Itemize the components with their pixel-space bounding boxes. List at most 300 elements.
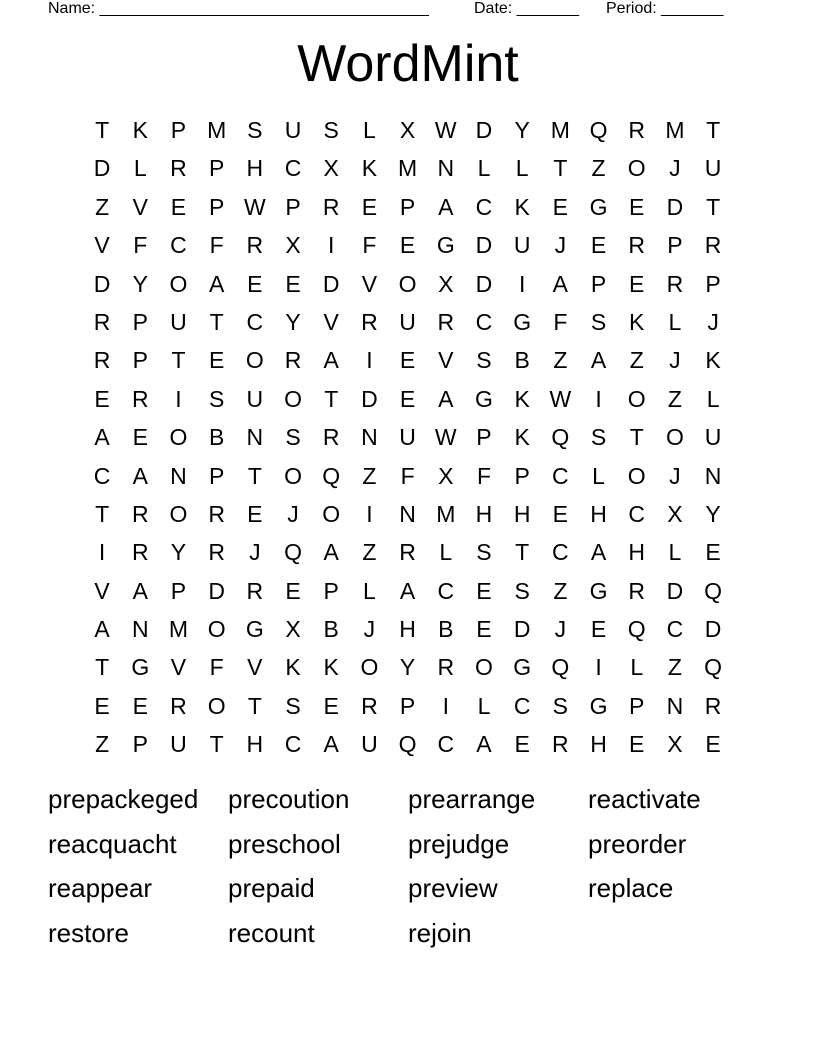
grid-cell: U (399, 424, 416, 451)
grid-cell: A (438, 193, 454, 220)
grid-cell: O (360, 654, 379, 681)
grid-cell: S (476, 539, 492, 566)
grid-cell: F (476, 462, 491, 489)
grid-cell: O (245, 347, 264, 374)
grid-cell: X (438, 462, 454, 489)
grid-cell: A (476, 731, 492, 758)
grid-cell: M (436, 500, 456, 527)
grid-cell: A (323, 731, 339, 758)
grid-cell: N (666, 692, 684, 719)
grid-cell: A (399, 577, 416, 604)
grid-cell: Z (629, 347, 644, 374)
grid-cell: E (552, 193, 569, 220)
grid-cell: X (323, 155, 339, 182)
grid-cell: H (475, 500, 493, 527)
grid-cell: E (705, 539, 721, 566)
grid-cell: U (704, 424, 722, 451)
grid-cell: L (363, 117, 376, 143)
grid-cell: G (475, 385, 493, 412)
grid-cell: K (705, 347, 721, 374)
grid-cell: D (475, 270, 493, 297)
grid-cell: F (400, 462, 415, 489)
word-item: reactivate (588, 784, 701, 814)
grid-cell: I (595, 654, 602, 681)
grid-cell: H (590, 500, 607, 527)
grid-cell: I (175, 385, 182, 412)
word-item: preview (408, 873, 498, 903)
grid-cell: T (247, 462, 262, 489)
grid-cell: I (366, 347, 373, 374)
grid-cell: E (399, 347, 416, 374)
grid-cell: G (589, 193, 608, 220)
grid-cell: R (361, 308, 378, 335)
page-title: WordMint (297, 35, 519, 93)
grid-cell: U (170, 308, 187, 335)
grid-cell: C (666, 616, 684, 643)
grid-cell: H (399, 616, 416, 643)
grid-cell: E (590, 232, 607, 259)
grid-cell: W (434, 117, 457, 143)
word-item: preschool (228, 828, 341, 859)
grid-cell: E (361, 193, 378, 220)
grid-cell: R (93, 347, 111, 374)
grid-cell: O (169, 500, 188, 527)
grid-cell: H (513, 500, 531, 527)
grid-cell: K (514, 424, 530, 451)
grid-cell: O (665, 424, 684, 451)
grid-cell: Y (170, 539, 187, 566)
grid-cell: F (553, 308, 568, 335)
grid-cell: P (132, 731, 148, 758)
grid-cell: L (515, 155, 529, 182)
grid-cell: V (361, 270, 378, 297)
grid-cell: T (247, 692, 262, 719)
grid-cell: G (589, 577, 608, 604)
grid-cell: D (93, 270, 111, 297)
grid-cell: T (553, 155, 568, 182)
grid-cell: A (323, 347, 339, 374)
grid-cell: Y (285, 308, 301, 335)
grid-cell: C (170, 232, 187, 259)
grid-cell: Z (95, 193, 110, 220)
grid-cell: E (629, 731, 645, 758)
grid-cell: Z (553, 347, 568, 374)
grid-cell: C (284, 155, 302, 182)
grid-row (83, 380, 732, 418)
grid-cell: C (475, 193, 493, 220)
grid-row (83, 457, 732, 495)
grid-cell: X (399, 117, 416, 143)
grid-cell: A (590, 347, 607, 374)
grid-cell: E (285, 577, 301, 604)
grid-cell: U (361, 731, 378, 758)
grid-row (83, 341, 732, 379)
grid-cell: G (131, 654, 150, 681)
grid-cell: Q (284, 539, 302, 566)
word-item: prearrange (408, 784, 536, 814)
grid-cell: S (323, 117, 339, 143)
grid-cell: G (513, 654, 532, 681)
grid-cell: D (322, 270, 340, 297)
word-item: prejudge (408, 828, 510, 859)
grid-row (83, 226, 732, 264)
grid-cell: A (552, 270, 569, 297)
grid-cell: V (323, 308, 339, 335)
grid-cell: A (94, 616, 110, 643)
grid-cell: C (246, 308, 264, 335)
grid-cell: R (208, 500, 225, 527)
grid-cell: K (514, 385, 530, 412)
grid-cell: R (170, 692, 187, 719)
grid-row (83, 188, 732, 226)
grid-cell: J (363, 616, 376, 643)
grid-cell: R (552, 731, 569, 758)
grid-cell: V (438, 347, 454, 374)
grid-cell: A (132, 462, 148, 489)
grid-cell: P (514, 462, 530, 489)
grid-cell: S (590, 424, 607, 451)
grid-cell: E (132, 424, 148, 451)
grid-cell: E (399, 232, 416, 259)
grid-cell: L (363, 577, 376, 604)
word-item: rejoin (408, 917, 472, 948)
grid-cell: L (477, 692, 491, 719)
grid-cell: M (168, 616, 189, 643)
grid-cell: E (132, 692, 148, 719)
grid-cell: R (628, 577, 646, 604)
grid-cell: D (93, 155, 111, 182)
grid-cell: L (133, 155, 147, 182)
grid-cell: A (132, 577, 148, 604)
grid-cell: C (552, 539, 569, 566)
grid-cell: N (246, 424, 264, 451)
word-item: reappear (48, 873, 153, 903)
grid-cell: T (324, 385, 339, 412)
grid-cell: Z (362, 462, 377, 489)
grid-cell: C (513, 692, 531, 719)
grid-cell: S (247, 117, 263, 143)
grid-cell: P (132, 347, 148, 374)
grid-cell: G (513, 308, 532, 335)
grid-cell: S (285, 424, 301, 451)
grid-cell: P (629, 692, 645, 719)
grid-cell: Y (514, 117, 530, 143)
grid-cell: O (207, 616, 226, 643)
grid-cell: F (209, 232, 224, 259)
grid-cell: A (94, 424, 110, 451)
grid-cell: O (398, 270, 417, 297)
grid-cell: P (285, 193, 301, 220)
grid-cell: E (629, 193, 645, 220)
grid-cell: F (133, 232, 148, 259)
grid-cell: B (514, 347, 530, 374)
grid-cell: D (666, 577, 684, 604)
grid-cell: C (437, 731, 455, 758)
grid-cell: P (208, 462, 225, 489)
grid-cell: R (361, 692, 378, 719)
grid-cell: R (284, 347, 302, 374)
word-item: prepaid (228, 873, 315, 903)
grid-cell: G (589, 692, 608, 719)
grid-cell: G (436, 232, 455, 259)
word-row (48, 915, 768, 960)
grid-row (83, 149, 732, 187)
grid-cell: D (208, 577, 225, 604)
grid-row (83, 533, 732, 571)
grid-cell: N (131, 616, 149, 643)
grid-cell: T (515, 539, 530, 566)
grid-cell: Q (589, 117, 608, 143)
grid-cell: L (668, 308, 682, 335)
grid-cell: U (399, 308, 416, 335)
grid-cell: R (666, 270, 684, 297)
grid-cell: K (132, 117, 148, 143)
grid-cell: O (627, 155, 646, 182)
grid-cell: A (208, 270, 225, 297)
grid-cell: K (514, 193, 530, 220)
grid-cell: M (207, 117, 227, 143)
grid-cell: I (328, 232, 335, 259)
grid-cell: L (477, 155, 491, 182)
grid-cell: M (550, 117, 570, 143)
word-list (48, 781, 768, 959)
grid-cell: R (704, 232, 722, 259)
grid-cell: Q (627, 616, 646, 643)
grid-cell: F (209, 654, 224, 681)
word-row (48, 870, 768, 915)
grid-cell: R (246, 577, 264, 604)
grid-cell: H (246, 731, 264, 758)
grid-cell: R (93, 308, 111, 335)
grid-cell: U (284, 117, 302, 143)
grid-cell: R (628, 232, 646, 259)
grid-cell: Z (667, 385, 682, 412)
grid-cell: Y (705, 500, 721, 527)
grid-cell: I (442, 692, 449, 719)
grid-cell: D (475, 117, 493, 143)
grid-cell: Z (553, 577, 568, 604)
grid-cell: X (285, 232, 301, 259)
grid-cell: X (667, 500, 683, 527)
word-item: reacquacht (48, 828, 177, 859)
grid-cell: O (322, 500, 341, 527)
grid-row (83, 111, 732, 149)
grid-cell: K (323, 654, 339, 681)
grid-cell: O (284, 462, 302, 489)
grid-cell: P (132, 308, 148, 335)
word-item: replace (588, 873, 674, 903)
grid-cell: S (476, 347, 492, 374)
grid-cell: L (439, 539, 453, 566)
grid-cell: Q (551, 654, 570, 681)
name-field: Name: _____________________________________ (48, 0, 429, 17)
grid-cell: O (627, 385, 646, 412)
grid-cell: J (249, 539, 261, 566)
grid-cell: I (518, 270, 526, 297)
grid-cell: T (706, 193, 721, 220)
grid-cell: E (705, 731, 721, 758)
grid-cell: P (705, 270, 721, 297)
grid-cell: O (627, 462, 646, 489)
grid-cell: V (94, 577, 110, 604)
grid-cell: C (437, 577, 455, 604)
grid-cell: G (245, 616, 264, 643)
grid-cell: S (285, 692, 301, 719)
grid-cell: N (399, 500, 416, 527)
grid-cell: D (361, 385, 378, 412)
grid-cell: R (437, 654, 455, 681)
word-item: restore (48, 917, 129, 948)
grid-cell: U (513, 232, 531, 259)
grid-cell: E (323, 692, 339, 719)
grid-cell: A (438, 385, 454, 412)
word-item: prepackeged (48, 784, 199, 814)
grid-cell: K (285, 654, 301, 681)
grid-cell: X (285, 616, 301, 643)
grid-cell: K (629, 308, 645, 335)
grid-cell: D (513, 616, 531, 643)
grid-row (83, 725, 732, 763)
grid-row (83, 572, 732, 610)
grid-cell: U (246, 385, 264, 412)
grid-cell: C (284, 731, 302, 758)
grid-cell: P (399, 193, 416, 220)
grid-cell: R (399, 539, 416, 566)
grid-row (83, 687, 732, 725)
letter-grid (83, 111, 732, 764)
grid-cell: S (514, 577, 530, 604)
grid-cell: P (208, 193, 225, 220)
grid-cell: W (434, 424, 457, 451)
grid-cell: O (169, 270, 188, 297)
grid-cell: K (361, 155, 378, 182)
grid-cell: Z (362, 539, 377, 566)
grid-cell: F (362, 232, 377, 259)
grid-cell: N (437, 155, 455, 182)
grid-cell: U (170, 731, 187, 758)
grid-cell: M (398, 155, 418, 182)
grid-cell: N (704, 462, 722, 489)
grid-cell: P (476, 424, 492, 451)
grid-cell: C (628, 500, 646, 527)
grid-cell: Q (551, 424, 570, 451)
grid-row (83, 610, 732, 648)
grid-cell: L (630, 654, 644, 681)
grid-cell: O (169, 424, 188, 451)
grid-cell: Q (704, 577, 723, 604)
grid-cell: C (475, 308, 493, 335)
grid-cell: J (287, 500, 299, 527)
grid-row (83, 265, 732, 303)
grid-cell: Q (704, 654, 723, 681)
grid-cell: E (476, 616, 492, 643)
grid-cell: R (131, 385, 149, 412)
word-row (48, 826, 768, 871)
grid-cell: T (706, 117, 721, 143)
grid-cell: I (595, 385, 602, 412)
grid-cell: J (554, 616, 567, 643)
grid-cell: Q (322, 462, 341, 489)
grid-cell: R (704, 692, 722, 719)
grid-cell: N (170, 462, 187, 489)
grid-cell: J (669, 462, 681, 489)
grid-cell: V (94, 232, 110, 259)
grid-cell: E (590, 616, 607, 643)
grid-cell: C (552, 462, 569, 489)
grid-cell: S (552, 692, 569, 719)
grid-cell: D (704, 616, 722, 643)
grid-cell: Z (591, 155, 606, 182)
grid-cell: E (208, 347, 225, 374)
grid-cell: L (706, 385, 720, 412)
grid-cell: E (476, 577, 492, 604)
grid-cell: R (170, 155, 187, 182)
grid-cell: Y (399, 654, 416, 681)
grid-cell: P (667, 232, 683, 259)
grid-cell: V (132, 193, 148, 220)
grid-cell: R (322, 424, 340, 451)
grid-cell: Z (95, 731, 110, 758)
grid-cell: B (323, 616, 339, 643)
grid-cell: O (284, 385, 302, 412)
word-item: preorder (588, 828, 687, 859)
grid-cell: X (438, 270, 454, 297)
grid-cell: T (209, 731, 224, 758)
grid-cell: R (437, 308, 455, 335)
grid-cell: Z (667, 654, 682, 681)
grid-cell: L (668, 539, 682, 566)
grid-cell: L (592, 462, 605, 489)
grid-cell: H (628, 539, 646, 566)
grid-cell: V (170, 654, 187, 681)
grid-cell: R (208, 539, 225, 566)
grid-row (83, 303, 732, 341)
grid-cell: E (399, 385, 416, 412)
grid-cell: P (208, 155, 225, 182)
grid-row (83, 495, 732, 533)
grid-cell: R (322, 193, 340, 220)
grid-cell: M (665, 117, 685, 143)
grid-cell: R (246, 232, 264, 259)
grid-cell: U (704, 155, 722, 182)
grid-cell: P (170, 117, 187, 143)
grid-cell: J (669, 155, 681, 182)
grid-cell: D (666, 193, 684, 220)
grid-cell: O (475, 654, 493, 681)
grid-cell: N (361, 424, 378, 451)
date-field: Date: _______ (474, 0, 579, 17)
grid-cell: E (514, 731, 530, 758)
grid-cell: T (95, 117, 110, 143)
grid-cell: H (246, 155, 264, 182)
grid-cell: T (209, 308, 224, 335)
grid-cell: B (208, 424, 225, 451)
grid-row (83, 418, 732, 456)
grid-cell: P (399, 692, 416, 719)
grid-cell: S (208, 385, 225, 412)
grid-cell: J (707, 308, 719, 335)
grid-cell: Y (132, 270, 148, 297)
grid-cell: S (590, 308, 607, 335)
grid-cell: R (131, 539, 149, 566)
grid-cell: E (170, 193, 187, 220)
word-item: precoution (228, 784, 350, 814)
grid-row (83, 648, 732, 686)
grid-cell: E (94, 385, 110, 412)
word-item: recount (228, 917, 315, 948)
grid-cell: A (323, 539, 339, 566)
grid-cell: E (247, 270, 263, 297)
